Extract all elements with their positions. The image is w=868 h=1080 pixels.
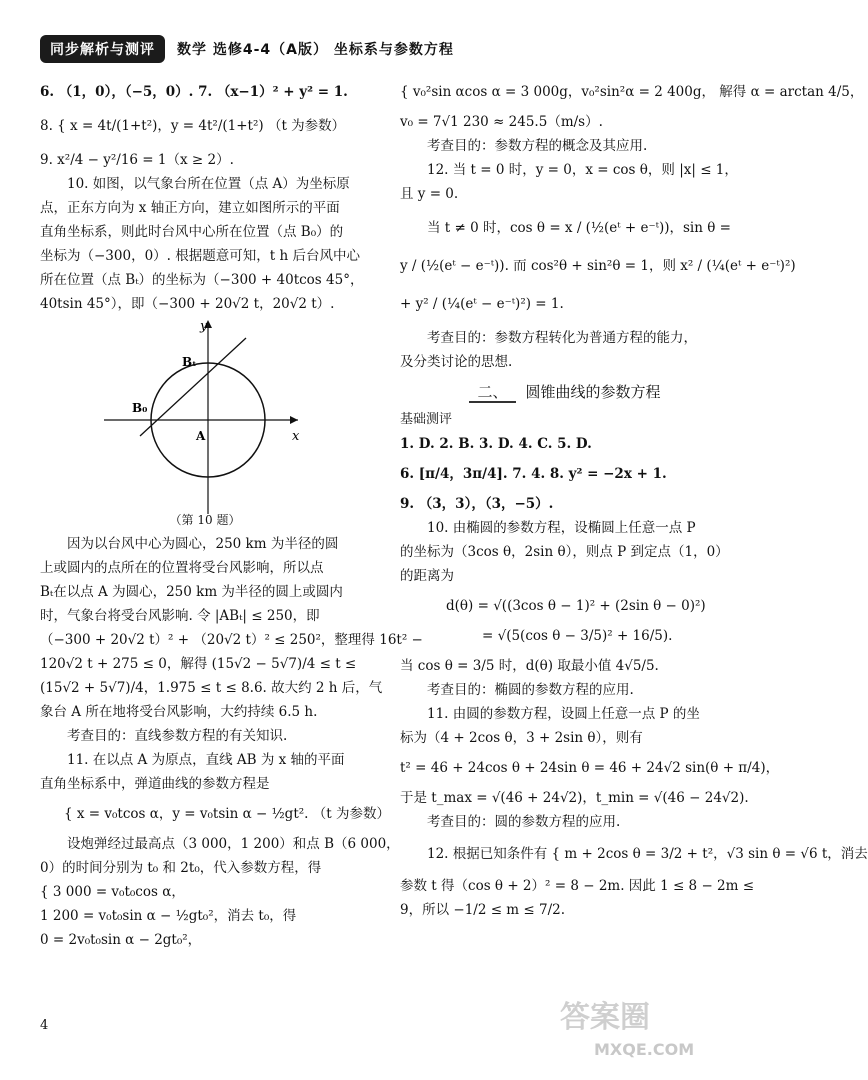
q11-system: 0 = 2v₀t₀sin α − 2gt₀²， — [40, 932, 202, 948]
q11-line: 标为（4 + 2cos θ，3 + 2sin θ），则有 — [400, 730, 643, 746]
q11-line: 设炮弹经过最高点（3 000，1 200）和点 B（6 000， — [67, 836, 400, 852]
point-bt-label: Bₜ — [182, 355, 197, 369]
subsection-title: 基础测评 — [400, 412, 453, 427]
answer-6-7: 6. （1，0），（−5，0）. 7. （x−1）² + y² = 1. — [40, 84, 348, 100]
answer-9: 9. x²/4 − y²/16 = 1（x ≥ 2）. — [40, 152, 234, 168]
q10-distance-formula: d(θ) = √((3cos θ − 1)² + (2sin θ − 0)²) — [446, 598, 706, 614]
section-heading — [400, 380, 730, 404]
q11-purpose: 考查目的：参数方程的概念及其应用. — [427, 138, 648, 154]
q10-line: 点，正东方向为 x 轴正方向，建立如图所示的平面 — [40, 200, 340, 216]
q11-result: v₀ = 7√1 230 ≈ 245.5（m/s）. — [400, 114, 603, 130]
q10-purpose: 考查目的：椭圆的参数方程的应用. — [427, 682, 634, 698]
q11-line: t² = 46 + 24cos θ + 24sin θ = 46 + 24√2 sin(θ + π/4)， — [400, 760, 780, 776]
header-title: 数学 选修4-4（A版） 坐标系与参数方程 — [177, 42, 454, 58]
section-title: 圆锥曲线的参数方程 — [525, 383, 661, 401]
q12-line: 当 t ≠ 0 时，cos θ = x / (½(eᵗ + e⁻ᵗ))，sin θ = — [427, 220, 731, 236]
q10-solution-line: 因为以台风中心为圆心，250 km 为半径的圆 — [67, 536, 339, 552]
typhoon-path-line — [140, 338, 246, 436]
q10-line: 40tsin 45°），即（−300 + 20√2 t，20√2 t）. — [40, 296, 335, 312]
q10-solution-line: 120√2 t + 275 ≤ 0，解得 (15√2 − 5√7)/4 ≤ t ≤ — [40, 656, 357, 672]
q11-system: { 3 000 = v₀t₀cos α， — [40, 884, 185, 900]
q10-line: 的坐标为（3cos θ，2sin θ），则点 P 到定点（1，0） — [400, 544, 729, 560]
q12-line: + y² / (¼(eᵗ − e⁻ᵗ)²) = 1. — [400, 296, 564, 312]
watermark-url: MXQE.COM — [594, 1040, 695, 1059]
q11-line: 于是 t_max = √(46 + 24√2)，t_min = √(46 − 24√2). — [400, 790, 749, 806]
q10-line: 的距离为 — [400, 568, 454, 584]
q10-solution-line: 象台 A 所在地将受台风影响，大约持续 6.5 h. — [40, 704, 318, 720]
origin-label-a: A — [196, 429, 206, 443]
answer-9: 9. （3，3），（3，−5）. — [400, 496, 554, 512]
q12-line: 参数 t 得（cos θ + 2）² = 8 − 2m. 因此 1 ≤ 8 − 2m ≤ — [400, 878, 755, 894]
left-column — [40, 80, 423, 952]
point-b0-label: B₀ — [132, 401, 148, 415]
brand-badge: 同步解析与测评 — [40, 35, 165, 63]
q11-line: 11. 由圆的参数方程，设圆上任意一点 P 的坐 — [427, 706, 700, 722]
q10-minimum: 当 cos θ = 3/5 时，d(θ) 取最小值 4√5/5. — [400, 658, 659, 674]
q10-solution-line: 上或圆内的点所在的位置将受台风影响，所以点 — [40, 560, 324, 576]
q12-purpose: 考查目的：参数方程转化为普通方程的能力， — [427, 330, 697, 346]
q12-line: 且 y = 0. — [400, 186, 459, 202]
q12-line: 12. 当 t = 0 时，y = 0，x = cos θ，则 |x| ≤ 1， — [427, 162, 738, 178]
q11-result: { v₀²sin αcos α = 3 000g，v₀²sin²α = 2 400g， 解得 α = arctan 4/5， — [400, 84, 864, 100]
answers-6-8: 6. [π/4，3π/4]. 7. 4. 8. y² = −2x + 1. — [400, 466, 667, 482]
q12-line: 12. 根据已知条件有 { m + 2cos θ = 3/2 + t²，√3 sin θ = √6 t，消去 — [427, 846, 868, 862]
q12-purpose: 及分类讨论的思想. — [400, 354, 513, 370]
q11-purpose: 考查目的：圆的参数方程的应用. — [427, 814, 621, 830]
q10-line: 所在位置（点 Bₜ）的坐标为（−300 + 40tcos 45°， — [40, 272, 364, 288]
q11-equation: { x = v₀tcos α，y = v₀tsin α − ½gt². （t 为参数） — [64, 806, 390, 822]
x-axis-arrow — [290, 416, 298, 424]
x-axis-label: x — [292, 429, 300, 444]
q11-line: 0）的时间分别为 t₀ 和 2t₀，代入参数方程，得 — [40, 860, 322, 876]
q10-figure — [40, 316, 370, 516]
q10-solution-line: (15√2 + 5√7)/4，1.975 ≤ t ≤ 8.6. 故大约 2 h 后，气 — [40, 680, 383, 696]
watermark-logo: 答案圈 — [560, 1000, 650, 1035]
page-header — [40, 36, 454, 62]
q10-line: 10. 如图，以气象台所在位置（点 A）为坐标原 — [67, 176, 350, 192]
page-number: 4 — [40, 1018, 49, 1033]
y-axis-label: y — [200, 319, 208, 334]
q10-line: 坐标为（−300，0）. 根据题意可知，t h 后台风中心 — [40, 248, 360, 264]
q10-line: 10. 由椭圆的参数方程，设椭圆上任意一点 P — [427, 520, 696, 536]
q10-solution-line: Bₜ在以点 A 为圆心，250 km 为半径的圆上或圆内 — [40, 584, 343, 600]
figure-caption: （第 10 题） — [169, 513, 241, 527]
q10-solution-line: （−300 + 20√2 t）² + （20√2 t）² ≤ 250²，整理得 16t² − — [40, 632, 423, 648]
q10-line: 直角坐标系，则此时台风中心所在位置（点 B₀）的 — [40, 224, 344, 240]
answers-1-5: 1. D. 2. B. 3. D. 4. C. 5. D. — [400, 436, 592, 452]
answer-8: 8. { x = 4t/(1+t²)，y = 4t²/(1+t²) （t 为参数） — [40, 118, 346, 134]
section-number: 二、 — [469, 383, 515, 403]
q10-distance-formula: = √(5(cos θ − 3/5)² + 16/5). — [482, 628, 673, 644]
right-column — [400, 80, 868, 922]
q10-solution-line: 时，气象台将受台风影响. 令 |ABₜ| ≤ 250，即 — [40, 608, 320, 624]
q11-line: 直角坐标系中，弹道曲线的参数方程是 — [40, 776, 270, 792]
q11-system: 1 200 = v₀t₀sin α − ½gt₀²，消去 t₀，得 — [40, 908, 297, 924]
q10-purpose: 考查目的：直线参数方程的有关知识. — [67, 728, 288, 744]
coordinate-diagram — [40, 316, 370, 516]
q12-line: 9，所以 −1/2 ≤ m ≤ 7/2. — [400, 902, 566, 918]
q12-line: y / (½(eᵗ − e⁻ᵗ)). 而 cos²θ + sin²θ = 1，则 x² / (¼(eᵗ + e⁻ᵗ)²) — [400, 258, 796, 274]
q11-line: 11. 在以点 A 为原点，直线 AB 为 x 轴的平面 — [67, 752, 345, 768]
